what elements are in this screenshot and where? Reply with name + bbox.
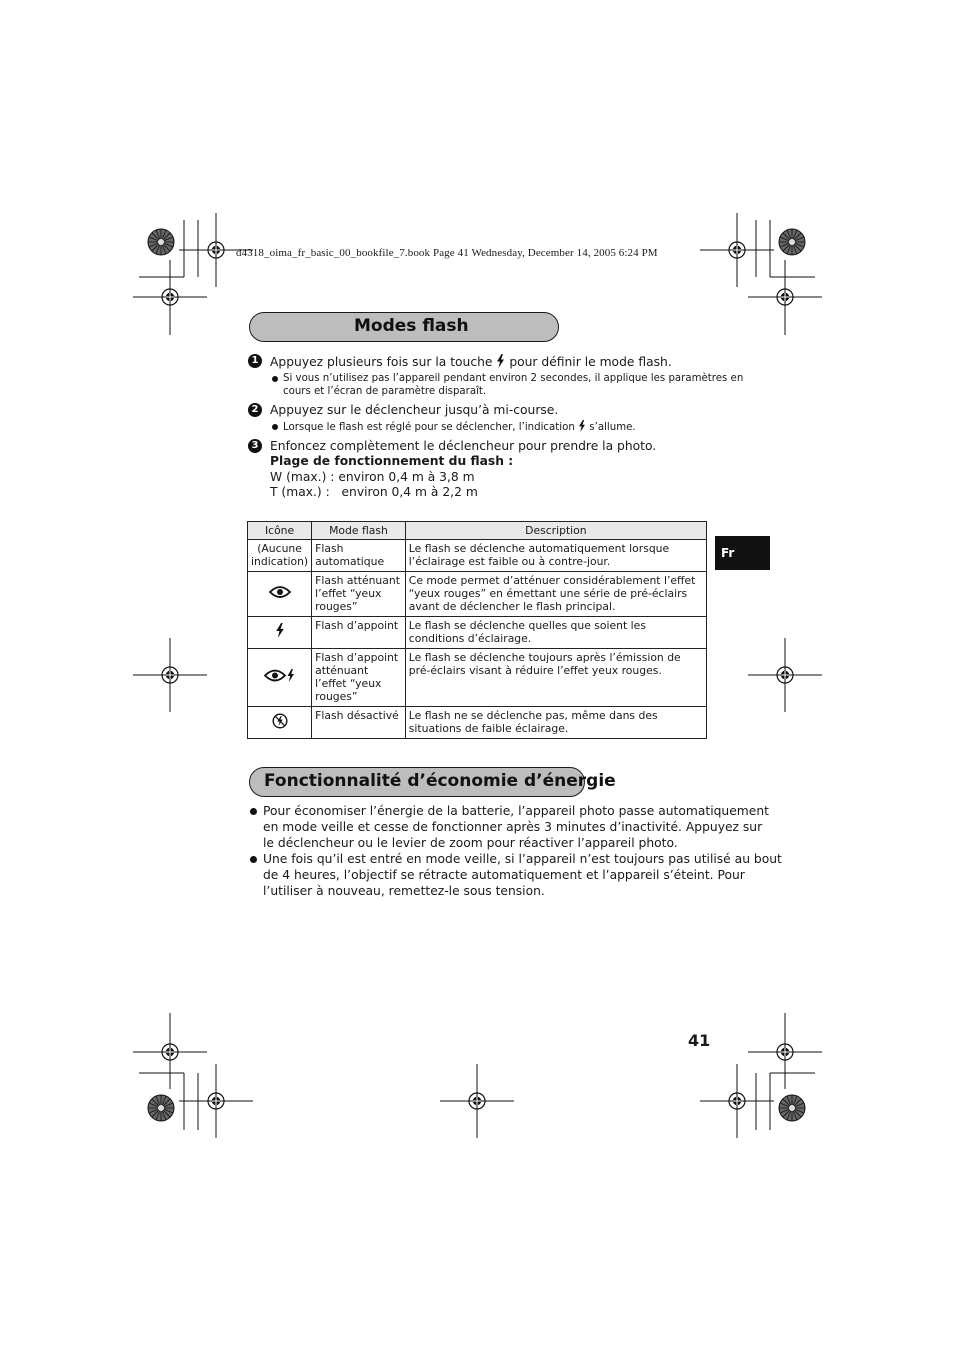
section-title-energy-saving — [249, 767, 616, 797]
paragraph-line: le déclencheur ou le levier de zoom pour réactiver l’appareil photo. — [263, 836, 678, 850]
header-description: Description — [405, 522, 706, 540]
table-row — [248, 707, 707, 739]
language-tab-label: Fr — [721, 546, 735, 560]
description-cell: Le flash se déclenche automatiquement lorsque l’éclairage est faible ou à contre-jour. — [405, 540, 706, 572]
step-2-note — [283, 420, 636, 434]
description-cell: Ce mode permet d’atténuer considérablement l’effet “yeux rouges” en émettant une série de pré-éclairs avant de déclencher le flash principal. — [405, 572, 706, 617]
icon-cell — [248, 617, 312, 649]
paragraph-line: Une fois qu’il est entré en mode veille, si l’appareil n’est toujours pas utilisé au bout — [263, 852, 782, 866]
paragraph-line: l’utiliser à nouveau, remettez-le sous tension. — [263, 884, 545, 898]
icon-cell — [248, 707, 312, 739]
mode-cell: Flash désactivé — [312, 707, 406, 739]
flash-off-icon — [272, 713, 288, 729]
icon-cell: (Aucune indication) — [248, 540, 312, 572]
step-3-text: Enfoncez complètement le déclencheur pour prendre la photo. — [270, 439, 657, 453]
flash-icon — [275, 623, 285, 638]
flash-icon — [496, 354, 505, 368]
step-2-note-before: Lorsque le flash est réglé pour se déclencher, l’indication — [283, 422, 575, 433]
energy-paragraph-1 — [263, 803, 769, 851]
red-eye-icon — [269, 585, 291, 599]
step-1-text-before: Appuyez plusieurs fois sur la touche — [270, 355, 493, 369]
flash-range-wide: W (max.) : environ 0,4 m à 3,8 m — [270, 470, 475, 484]
step-1-note — [283, 372, 743, 398]
language-tab — [715, 536, 770, 570]
icon-cell — [248, 572, 312, 617]
bullet-dot — [250, 856, 257, 863]
mode-cell: Flash automatique — [312, 540, 406, 572]
mode-cell: Flash d’appoint — [312, 617, 406, 649]
header-icon: Icône — [248, 522, 312, 540]
red-eye-fill-flash-icon — [264, 668, 296, 683]
step-1-text-after: pour définir le mode flash. — [509, 355, 672, 369]
mode-cell: Flash d’appoint atténuant l’effet “yeux rouges” — [312, 649, 406, 707]
step-number-3: 3 — [248, 439, 262, 453]
description-cell: Le flash ne se déclenche pas, même dans des situations de faible éclairage. — [405, 707, 706, 739]
header-mode: Mode flash — [312, 522, 406, 540]
section-title-text: Modes flash — [354, 316, 469, 336]
mode-cell: Flash atténuant l’effet “yeux rouges” — [312, 572, 406, 617]
print-info-line: d4318_oima_fr_basic_00_bookfile_7.book Page 41 Wednesday, December 14, 2005 6:24 PM — [236, 247, 658, 259]
flash-range-title: Plage de fonctionnement du flash : — [270, 454, 514, 468]
table-row — [248, 649, 707, 707]
paragraph-line: Pour économiser l’énergie de la batterie, l’appareil photo passe automatiquement — [263, 804, 769, 818]
step-1-text — [270, 354, 672, 371]
step-2-text: Appuyez sur le déclencheur jusqu’à mi-course. — [270, 403, 559, 417]
table-row — [248, 617, 707, 649]
section-title-modes-flash — [249, 312, 559, 342]
energy-paragraph-2 — [263, 851, 782, 899]
step-number-1: 1 — [248, 354, 262, 368]
bullet-dot — [250, 808, 257, 815]
flash-modes-table — [247, 521, 707, 739]
flash-range-tele: T (max.) : environ 0,4 m à 2,2 m — [270, 485, 478, 499]
paragraph-line: en mode veille et cesse de fonctionner après 3 minutes d’inactivité. Appuyez sur — [263, 820, 763, 834]
description-cell: Le flash se déclenche toujours après l’émission de pré-éclairs visant à réduire l’effet yeux rouges. — [405, 649, 706, 707]
flash-icon — [578, 420, 586, 432]
step-1-note-line-2: cours et l’écran de paramètre disparaît. — [283, 386, 487, 397]
table-row — [248, 540, 707, 572]
table-header-row — [248, 522, 707, 540]
paragraph-line: de 4 heures, l’objectif se rétracte automatiquement et l’appareil s’éteint. Pour — [263, 868, 745, 882]
bullet-dot — [272, 424, 278, 430]
step-number-2: 2 — [248, 403, 262, 417]
bullet-dot — [272, 376, 278, 382]
section-title-text: Fonctionnalité d’économie d’énergie — [264, 771, 616, 791]
page-number: 41 — [688, 1031, 711, 1050]
table-row — [248, 572, 707, 617]
description-cell: Le flash se déclenche quelles que soient les conditions d’éclairage. — [405, 617, 706, 649]
step-1-note-line-1: Si vous n’utilisez pas l’appareil pendant environ 2 secondes, il applique les paramètres en — [283, 373, 744, 384]
step-2-note-after: s’allume. — [589, 422, 636, 433]
icon-cell — [248, 649, 312, 707]
